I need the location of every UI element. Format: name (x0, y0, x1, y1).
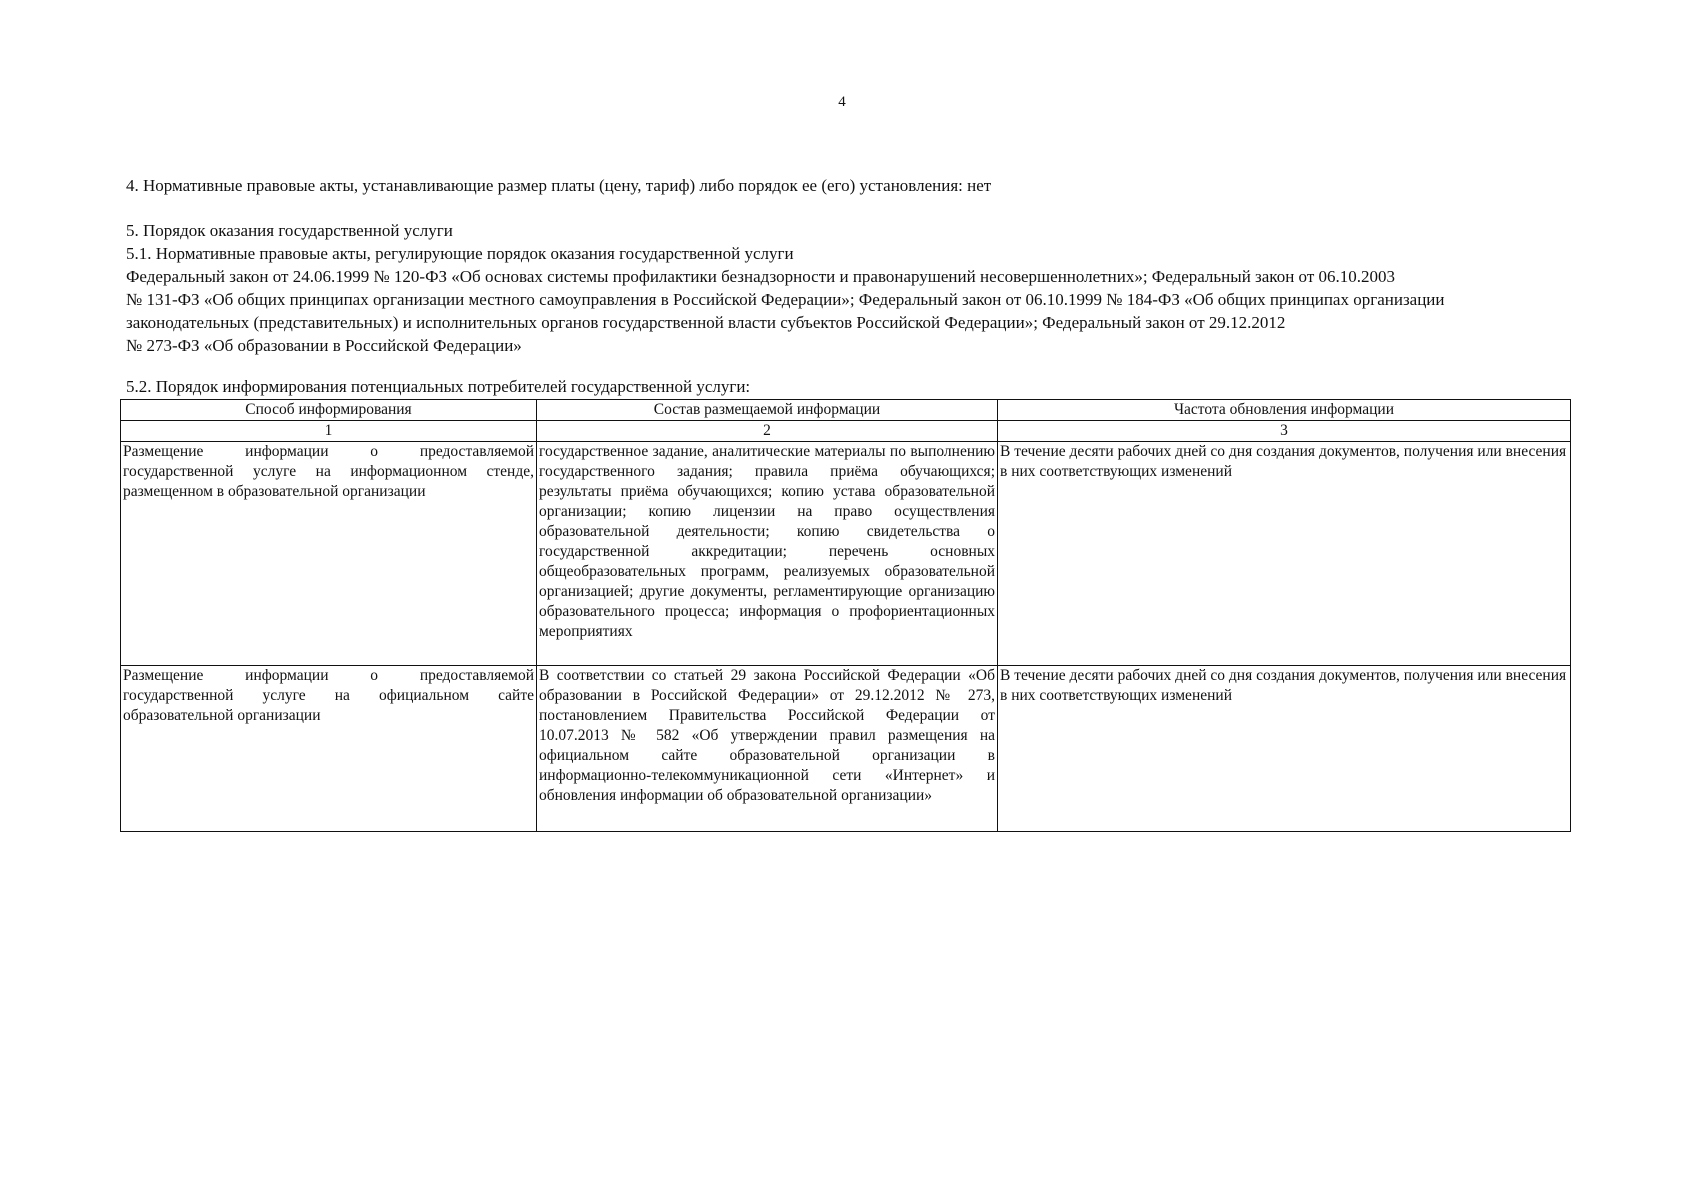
table-number-row (121, 421, 1571, 442)
content-cell: В соответствии со статьей 29 закона Российской Федерации «Об образовании в Российской Федерации» от 29.12.2012 № 273, постановлением Правительства Российской Федерации от 10.07.2013 № 582 «Об утверждении правил размещения на официальном сайте образовательной организации в информационно-телекоммуникационной сети «Интернет» и обновления информации об образовательной организации» (537, 666, 998, 832)
legal-acts-line: № 131-ФЗ «Об общих принципах организации местного самоуправления в Российской Федерации»; Федеральный закон от 06.10.1999 № 184-ФЗ «Об общих принципах организации (126, 290, 1445, 309)
information-table (120, 399, 1571, 832)
table-header-row (121, 400, 1571, 421)
column-header-method: Способ информирования (121, 400, 537, 421)
content-cell: государственное задание, аналитические материалы по выполнению государственного задания; правила приёма обучающихся; результаты приёма обучающихся; копию устава образовательной организации; копию лицензии на право осуществления образовательной деятельности; копию свидетельства о государственной аккредитации; перечень основных общеобразовательных программ, реализуемых образовательной организацией; другие документы, регламентирующие организацию образовательного процесса; информация о профориентационных мероприятиях (537, 442, 998, 666)
page-number: 4 (838, 94, 846, 110)
section-5-block (126, 219, 1566, 357)
legal-acts-line: Федеральный закон от 24.06.1999 № 120-ФЗ «Об основах системы профилактики безнадзорности и правонарушений несовершеннолетних»; Федеральный закон от 06.10.2003 (126, 267, 1395, 286)
frequency-cell: В течение десяти рабочих дней со дня создания документов, получения или внесения в них соответствующих изменений (998, 666, 1571, 832)
column-number: 1 (121, 421, 537, 442)
legal-acts-line: № 273-ФЗ «Об образовании в Российской Федерации» (126, 336, 522, 355)
column-number: 2 (537, 421, 998, 442)
method-cell: Размещение информации о предоставляемой государственной услуге на официальном сайте образовательной организации (121, 666, 537, 832)
column-number: 3 (998, 421, 1571, 442)
frequency-cell: В течение десяти рабочих дней со дня создания документов, получения или внесения в них соответствующих изменений (998, 442, 1571, 666)
section-5-2-title: 5.2. Порядок информирования потенциальных потребителей государственной услуги: (126, 377, 751, 396)
legal-acts-line: законодательных (представительных) и исполнительных органов государственной власти субъектов Российской Федерации»; Федеральный закон от 29.12.2012 (126, 313, 1286, 332)
table-row (121, 442, 1571, 666)
section-5-title: 5. Порядок оказания государственной услуги (126, 221, 453, 240)
section-4-text: 4. Нормативные правовые акты, устанавливающие размер платы (цену, тариф) либо порядок ее (его) установления: нет (126, 176, 992, 195)
section-5-1-title: 5.1. Нормативные правовые акты, регулирующие порядок оказания государственной услуги (126, 244, 794, 263)
column-header-frequency: Частота обновления информации (998, 400, 1571, 421)
table-row (121, 666, 1571, 832)
column-header-content: Состав размещаемой информации (537, 400, 998, 421)
method-cell: Размещение информации о предоставляемой государственной услуге на информационном стенде, размещенном в образовательной организации (121, 442, 537, 666)
